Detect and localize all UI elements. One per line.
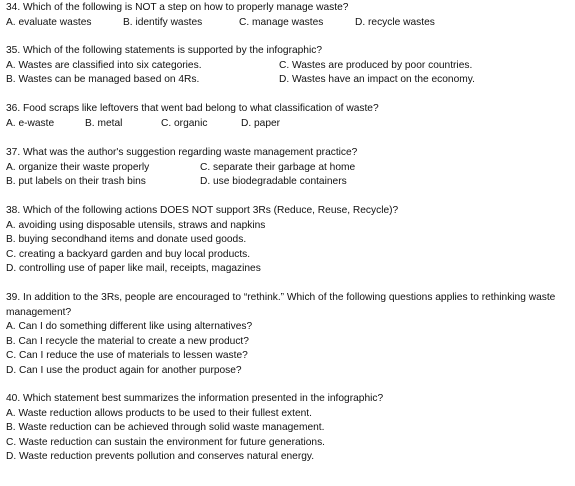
question-38-option-d: D. controlling use of paper like mail, receipts, magazines <box>6 263 261 274</box>
question-38-stem: 38. Which of the following actions DOES NOT support 3Rs (Reduce, Reuse, Recycle)? <box>6 205 399 216</box>
question-37-options-row-1 <box>6 161 571 176</box>
question-39 <box>6 291 571 378</box>
question-35-option-c: C. Wastes are produced by poor countries. <box>279 59 473 71</box>
question-40-option-d: D. Waste reduction prevents pollution and conserves natural energy. <box>6 451 315 462</box>
question-37-stem: 37. What was the author's suggestion regarding waste management practice? <box>6 147 358 158</box>
question-39-option-b: B. Can I recycle the material to create a new product? <box>6 335 249 347</box>
question-40-option-a: A. Waste reduction allows products to be used to their fullest extent. <box>6 407 312 419</box>
question-34-option-d: D. recycle wastes <box>355 16 435 28</box>
question-37 <box>6 146 571 190</box>
question-36-option-c: C. organic <box>161 117 208 129</box>
question-39-option-d: D. Can I use the product again for another purpose? <box>6 364 242 376</box>
question-34-stem: 34. Which of the following is NOT a step on how to properly manage waste? <box>6 2 349 13</box>
question-36-option-d: D. paper <box>241 117 281 129</box>
question-37-option-c: C. separate their garbage at home <box>200 161 356 173</box>
question-34-option-b: B. identify wastes <box>123 16 203 28</box>
question-38-option-b: B. buying secondhand items and donate used goods. <box>6 234 247 245</box>
question-34 <box>6 1 571 30</box>
question-36-option-b: B. metal <box>85 117 123 129</box>
question-34-option-c: C. manage wastes <box>239 16 324 28</box>
question-35-option-b: B. Wastes can be managed based on 4Rs. <box>6 74 200 85</box>
question-40-option-c: C. Waste reduction can sustain the environment for future generations. <box>6 436 326 448</box>
question-40-stem: 40. Which statement best summarizes the information presented in the infographic? <box>6 393 384 404</box>
question-39-option-c: C. Can I reduce the use of materials to lessen waste? <box>6 350 248 361</box>
question-36 <box>6 102 571 131</box>
question-34-options <box>6 16 571 31</box>
question-38-option-a: A. avoiding using disposable utensils, straws and napkins <box>6 219 266 231</box>
question-35-option-d: D. Wastes have an impact on the economy. <box>279 74 475 85</box>
question-40-option-b: B. Waste reduction can be achieved through solid waste management. <box>6 422 325 433</box>
question-34-option-a: A. evaluate wastes <box>6 16 92 28</box>
question-36-options <box>6 117 571 132</box>
question-35-stem: 35. Which of the following statements is supported by the infographic? <box>6 45 322 56</box>
question-35 <box>6 44 571 88</box>
question-39-option-a: A. Can I do something different like using alternatives? <box>6 321 253 332</box>
question-37-option-a: A. organize their waste properly <box>6 161 150 173</box>
question-38-option-c: C. creating a backyard garden and buy local products. <box>6 248 251 260</box>
question-35-option-a: A. Wastes are classified into six categories. <box>6 59 202 71</box>
question-37-option-d: D. use biodegradable containers <box>200 176 347 187</box>
question-35-options-row-2 <box>6 73 571 88</box>
question-38 <box>6 204 571 277</box>
question-37-options-row-2 <box>6 175 571 190</box>
question-36-option-a: A. e-waste <box>6 117 55 129</box>
question-36-stem: 36. Food scraps like leftovers that went bad belong to what classification of waste? <box>6 103 379 114</box>
question-40 <box>6 392 571 465</box>
question-37-option-b: B. put labels on their trash bins <box>6 176 146 187</box>
question-39-stem: 39. In addition to the 3Rs, people are encouraged to “rethink.” Which of the following questions applies to rethinking waste management? <box>6 292 556 318</box>
question-35-options-row-1 <box>6 59 571 74</box>
